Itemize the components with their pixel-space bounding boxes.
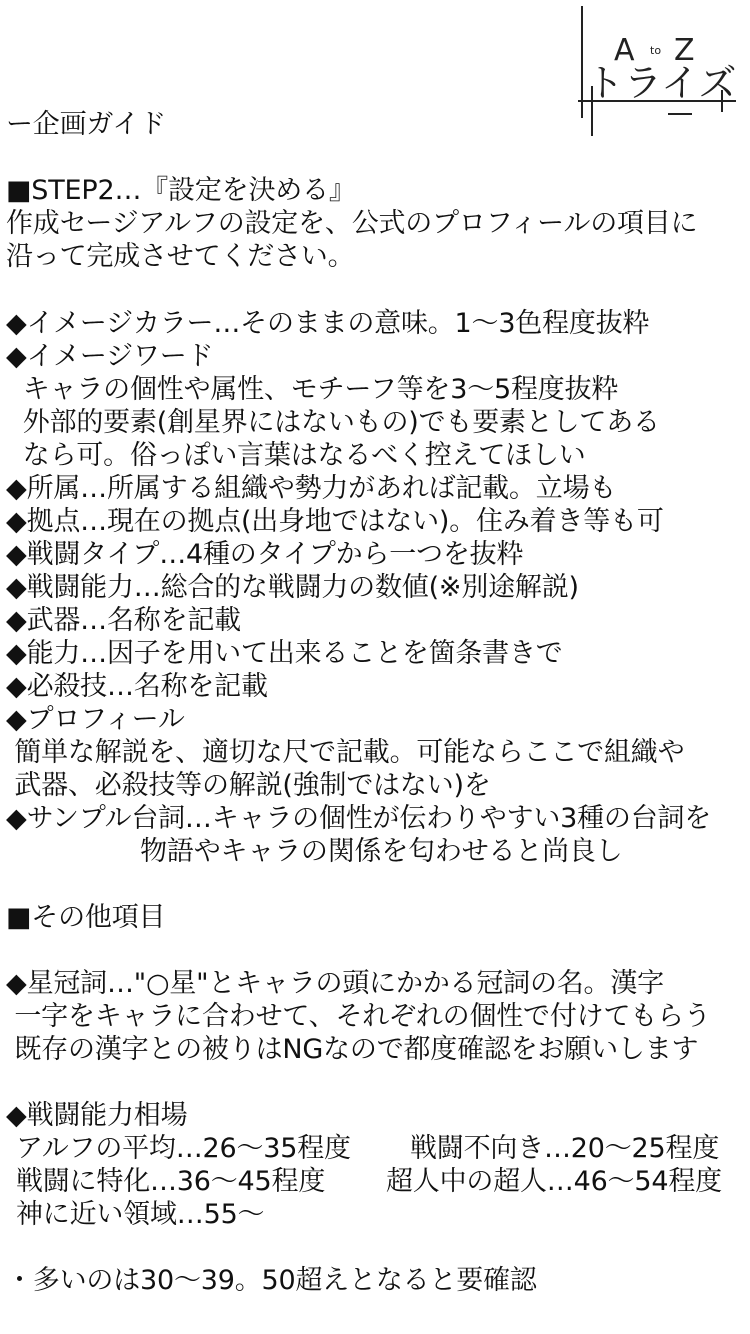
- common-range-note: ・多いのは30〜39。50超えとなると要確認: [6, 1265, 537, 1296]
- rate-alf-average: アルフの平均…26〜35程度: [16, 1133, 351, 1164]
- item-image-word: ◆イメージワード: [6, 341, 214, 372]
- item-special-move: ◆必殺技…名称を記載: [6, 671, 268, 702]
- item-affiliation: ◆所属…所属する組織や勢力があれば記載。立場も: [6, 473, 617, 504]
- item-image-color: ◆イメージカラー…そのままの意味。1〜3色程度抜粋: [6, 308, 650, 339]
- item-image-word-desc-2: 外部的要素(創星界にはないもの)でも要素としてある: [6, 407, 660, 438]
- other-items-heading: ■その他項目: [6, 902, 166, 933]
- item-sample-lines-desc: 物語やキャラの関係を匂わせると尚良し: [6, 836, 623, 867]
- guide-title: ー企画ガイド: [6, 109, 166, 140]
- item-battle-type: ◆戦闘タイプ…4種のタイプから一つを抜粋: [6, 539, 524, 570]
- item-image-word-desc-1: キャラの個性や属性、モチーフ等を3〜5程度抜粋: [6, 374, 619, 405]
- item-profile-desc-1: 簡単な解説を、適切な尺で記載。可能ならここで組織や: [6, 737, 685, 768]
- step2-desc-2: 沿って完成させてください。: [6, 241, 355, 272]
- item-star-article: ◆星冠詞…"○星"とキャラの頭にかかる冠詞の名。漢字: [6, 968, 664, 999]
- item-ability: ◆能力…因子を用いて出来ることを箇条書きで: [6, 638, 563, 669]
- item-base: ◆拠点…現在の拠点(出身地ではない)。住み着き等も可: [6, 506, 664, 537]
- item-star-article-desc-2: 既存の漢字との被りはNGなので都度確認をお願いします: [6, 1034, 699, 1065]
- rate-specialized: 戦闘に特化…36〜45程度: [16, 1166, 326, 1197]
- rate-not-suited: 戦闘不向き…20〜25程度: [410, 1133, 720, 1164]
- item-sample-lines: ◆サンプル台詞…キャラの個性が伝わりやすい3種の台詞を: [6, 803, 712, 834]
- item-star-article-desc-1: 一字をキャラに合わせて、それぞれの個性で付けてもらう: [6, 1001, 711, 1032]
- rate-near-god: 神に近い領域…55〜: [16, 1199, 265, 1230]
- rate-superhuman: 超人中の超人…46〜54程度: [386, 1166, 722, 1197]
- item-profile: ◆プロフィール: [6, 704, 185, 735]
- step2-desc-1: 作成セージアルフの設定を、公式のプロフィールの項目に: [6, 208, 698, 239]
- logo-to: to: [650, 44, 662, 57]
- logo-main: トライズ: [586, 61, 737, 105]
- logo-a: A: [614, 33, 635, 68]
- item-battle-ability: ◆戦闘能力…総合的な戦闘力の数値(※別途解説): [6, 572, 579, 603]
- item-image-word-desc-3: なら可。俗っぽい言葉はなるべく控えてほしい: [6, 440, 586, 471]
- battle-ability-rates-heading: ◆戦闘能力相場: [6, 1100, 188, 1131]
- logo-z: Z: [674, 33, 695, 68]
- step2-heading: ■STEP2…『設定を決める』: [6, 175, 356, 206]
- item-weapon: ◆武器…名称を記載: [6, 605, 241, 636]
- item-profile-desc-2: 武器、必殺技等の解説(強制ではない)を: [6, 770, 491, 801]
